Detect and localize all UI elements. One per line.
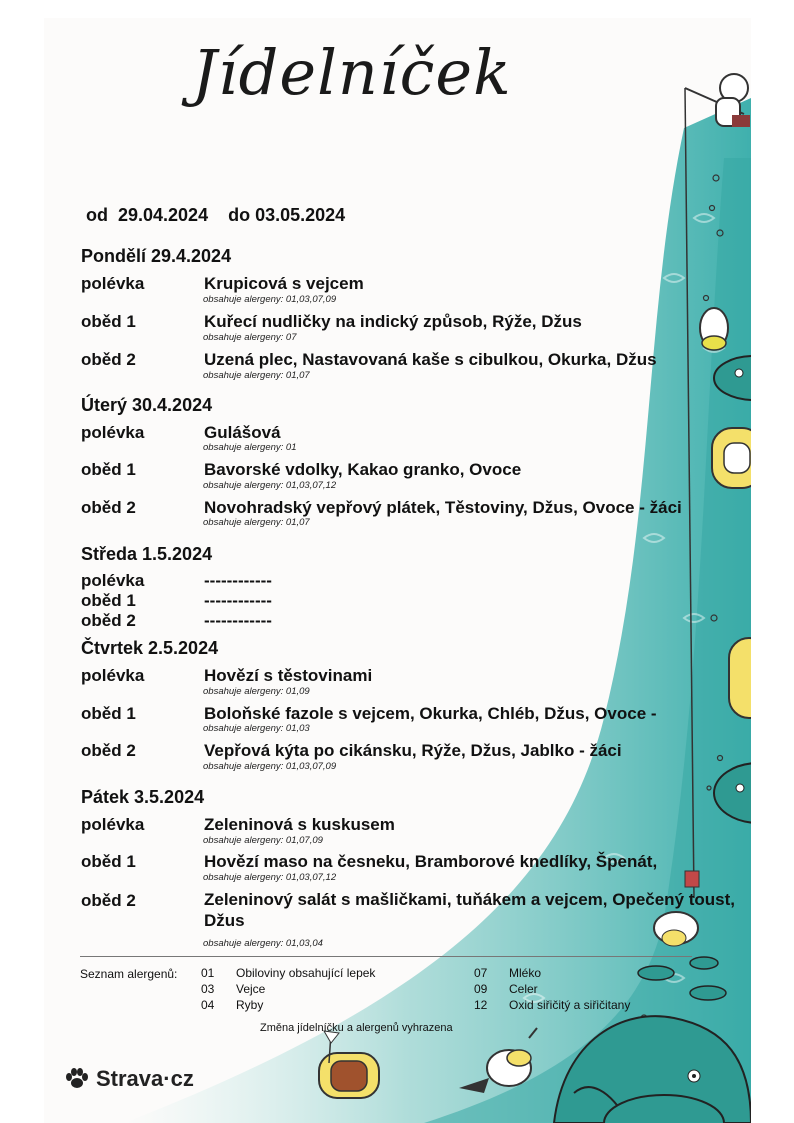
dish-name: Uzená plec, Nastavovaná kaše s cibulkou, Okurka, Džus — [204, 350, 657, 369]
logo-text: Strava·cz — [96, 1066, 194, 1091]
row-label: oběd 2 — [81, 611, 136, 630]
day-heading-friday: Pátek 3.5.2024 — [81, 787, 205, 807]
dish-name: Krupicová s vejcem — [204, 274, 364, 293]
page-title: Jídelníček — [192, 36, 512, 109]
dish-name: Boloňské fazole s vejcem, Okurka, Chléb, Džus, Ovoce - — [204, 704, 657, 723]
allergen-code: 09 — [474, 982, 488, 996]
dish-allergens: obsahuje alergeny: 01,03,07,12 — [203, 480, 337, 491]
row-label: oběd 1 — [81, 460, 136, 479]
dish-allergens: obsahuje alergeny: 01,03,07,09 — [203, 761, 337, 772]
dish-name: Vepřová kýta po cikánsku, Rýže, Džus, Jablko - žáci — [204, 741, 622, 760]
dish-name: Zeleninový salát s mašličkami, tuňákem a vejcem, Opečený toust, Džus — [204, 890, 736, 930]
allergen-name: Ryby — [236, 998, 264, 1012]
allergen-code: 07 — [474, 966, 488, 980]
allergen-name: Vejce — [236, 982, 266, 996]
allergen-code: 01 — [201, 966, 215, 980]
menu-content — [44, 18, 751, 1123]
row-label: polévka — [81, 274, 145, 293]
footer-note: Změna jídelníčku a alergenů vyhrazena — [260, 1022, 453, 1034]
row-label: oběd 1 — [81, 312, 136, 331]
dish-allergens: obsahuje alergeny: 01,03,07,09 — [203, 294, 337, 305]
dish-name: Hovězí s těstovinami — [204, 666, 373, 685]
dish-name: Hovězí maso na česneku, Bramborové knedlíky, Špenát, — [204, 852, 658, 871]
dish-allergens: obsahuje alergeny: 01,03,04 — [203, 938, 323, 949]
row-label: oběd 1 — [81, 852, 136, 871]
dish-allergens: obsahuje alergeny: 01 — [203, 442, 297, 453]
row-label: polévka — [81, 423, 145, 442]
allergen-name: Celer — [509, 982, 538, 996]
allergen-code: 03 — [201, 982, 215, 996]
allergen-name: Mléko — [509, 966, 542, 980]
allergen-name: Oxid siřičitý a siřičitany — [509, 998, 631, 1012]
dish-name: Kuřecí nudličky na indický způsob, Rýže, Džus — [204, 312, 582, 331]
dish-name: ------------ — [204, 611, 272, 630]
row-label: oběd 2 — [81, 741, 136, 760]
day-heading-tuesday: Úterý 30.4.2024 — [81, 395, 213, 415]
date-range: od 29.04.2024 do 03.05.2024 — [86, 205, 346, 225]
row-label: oběd 1 — [81, 704, 136, 723]
allergen-list-label: Seznam alergenů: — [80, 967, 178, 981]
strava-logo — [64, 1066, 194, 1092]
row-label: polévka — [81, 666, 145, 685]
dish-allergens: obsahuje alergeny: 01,03 — [203, 723, 310, 734]
dish-allergens: obsahuje alergeny: 01,07 — [203, 517, 310, 528]
day-heading-wednesday: Středa 1.5.2024 — [81, 544, 213, 564]
allergen-code: 12 — [474, 998, 488, 1012]
day-heading-thursday: Čtvrtek 2.5.2024 — [81, 638, 219, 658]
dish-allergens: obsahuje alergeny: 01,07 — [203, 370, 310, 381]
dish-allergens: obsahuje alergeny: 01,07,09 — [203, 835, 323, 846]
dish-name: Gulášová — [204, 423, 281, 442]
row-label: oběd 2 — [81, 498, 136, 517]
dish-allergens: obsahuje alergeny: 07 — [203, 332, 297, 343]
paw-icon — [64, 1066, 90, 1092]
row-label: polévka — [81, 815, 145, 834]
legend-divider — [80, 956, 692, 957]
dish-name: Novohradský vepřový plátek, Těstoviny, Džus, Ovoce - žáci — [204, 498, 682, 517]
row-label: polévka — [81, 571, 145, 590]
dish-allergens: obsahuje alergeny: 01,09 — [203, 686, 310, 697]
row-label: oběd 1 — [81, 591, 136, 610]
dish-name: Bavorské vdolky, Kakao granko, Ovoce — [204, 460, 522, 479]
day-heading-monday: Pondělí 29.4.2024 — [81, 246, 232, 266]
dish-name: ------------ — [204, 591, 272, 610]
row-label: oběd 2 — [81, 350, 136, 369]
row-label: oběd 2 — [81, 891, 136, 910]
dish-allergens: obsahuje alergeny: 01,03,07,12 — [203, 872, 337, 883]
menu-page — [44, 18, 751, 1123]
dish-name: ------------ — [204, 571, 272, 590]
allergen-code: 04 — [201, 998, 215, 1012]
dish-name: Zeleninová s kuskusem — [204, 815, 395, 834]
allergen-name: Obiloviny obsahující lepek — [236, 966, 376, 980]
